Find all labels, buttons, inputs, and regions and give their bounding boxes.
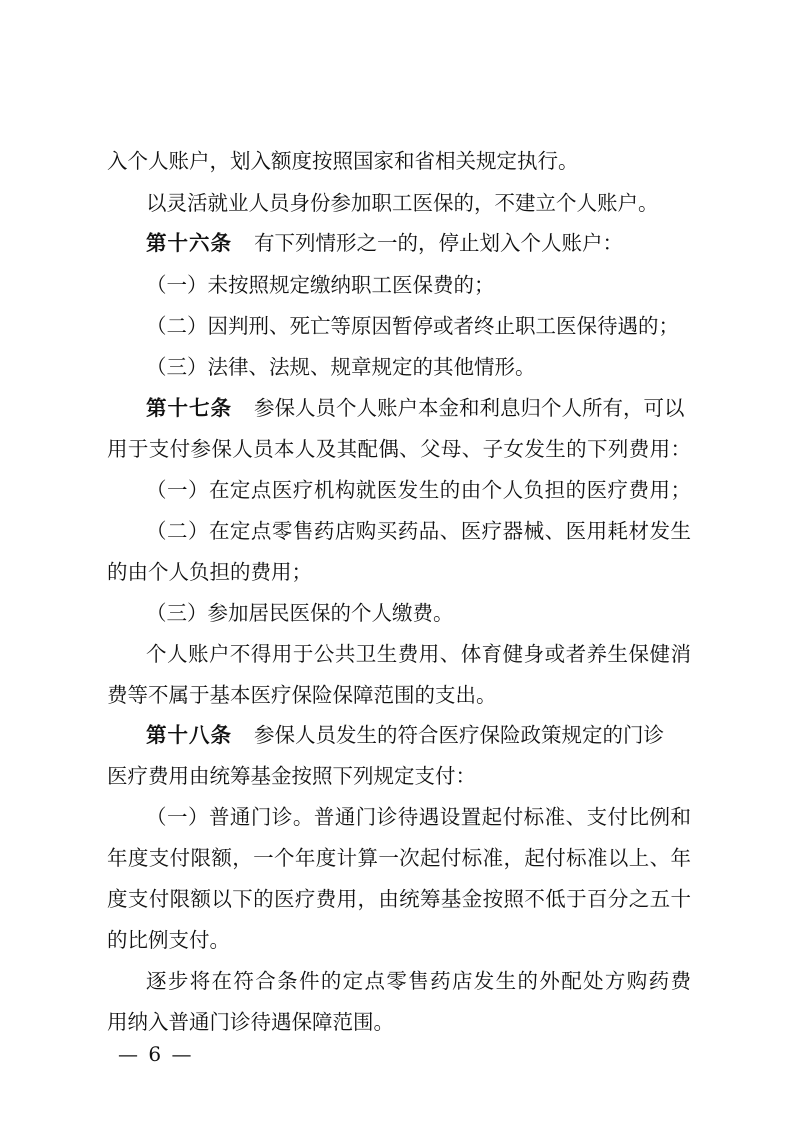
page-number: — 6 — [118, 1042, 194, 1066]
paragraph-line: 度支付限额以下的医疗费用，由统筹基金按照不低于百分之五十 [107, 887, 691, 911]
article-text: 有下列情形之一的，停止划入个人账户： [254, 231, 623, 255]
list-item: （二）在定点零售药店购买药品、医疗器械、医用耗材发生 [146, 519, 691, 543]
paragraph-line: 的由个人负担的费用； [107, 560, 312, 584]
article-heading: 第十六条 [146, 231, 232, 255]
list-item: （三）法律、法规、规章规定的其他情形。 [146, 355, 536, 379]
paragraph-line: 逐步将在符合条件的定点零售药店发生的外配处方购药费 [146, 969, 691, 993]
paragraph-line: 用纳入普通门诊待遇保障范围。 [107, 1010, 394, 1034]
paragraph-line: 费等不属于基本医疗保险保障范围的支出。 [107, 683, 497, 707]
article-text: 参保人员个人账户本金和利息归个人所有，可以 [254, 396, 685, 420]
list-item: （二）因判刑、死亡等原因暂停或者终止职工医保待遇的； [146, 314, 679, 338]
paragraph-line: 用于支付参保人员本人及其配偶、父母、子女发生的下列费用： [107, 437, 691, 461]
article-18-line [146, 720, 691, 750]
paragraph-line: 年度支付限额，一个年度计算一次起付标准，起付标准以上、年 [107, 846, 691, 870]
article-heading: 第十八条 [146, 723, 232, 747]
paragraph-line: 入个人账户，划入额度按照国家和省相关规定执行。 [107, 149, 579, 173]
article-17-line [146, 393, 691, 423]
list-item: （一）普通门诊。普通门诊待遇设置起付标准、支付比例和 [146, 805, 691, 829]
article-heading: 第十七条 [146, 396, 232, 420]
article-16-line [146, 228, 691, 258]
article-text: 参保人员发生的符合医疗保险政策规定的门诊 [254, 723, 664, 747]
paragraph-line: 个人账户不得用于公共卫生费用、体育健身或者养生保健消 [146, 642, 691, 666]
paragraph-line: 的比例支付。 [107, 928, 230, 952]
list-item: （一）在定点医疗机构就医发生的由个人负担的医疗费用； [146, 478, 691, 502]
paragraph-line: 医疗费用由统筹基金按照下列规定支付： [107, 764, 476, 788]
list-item: （三）参加居民医保的个人缴费。 [146, 601, 454, 625]
list-item: （一）未按照规定缴纳职工医保费的； [146, 273, 495, 297]
paragraph-line: 以灵活就业人员身份参加职工医保的，不建立个人账户。 [146, 191, 659, 215]
